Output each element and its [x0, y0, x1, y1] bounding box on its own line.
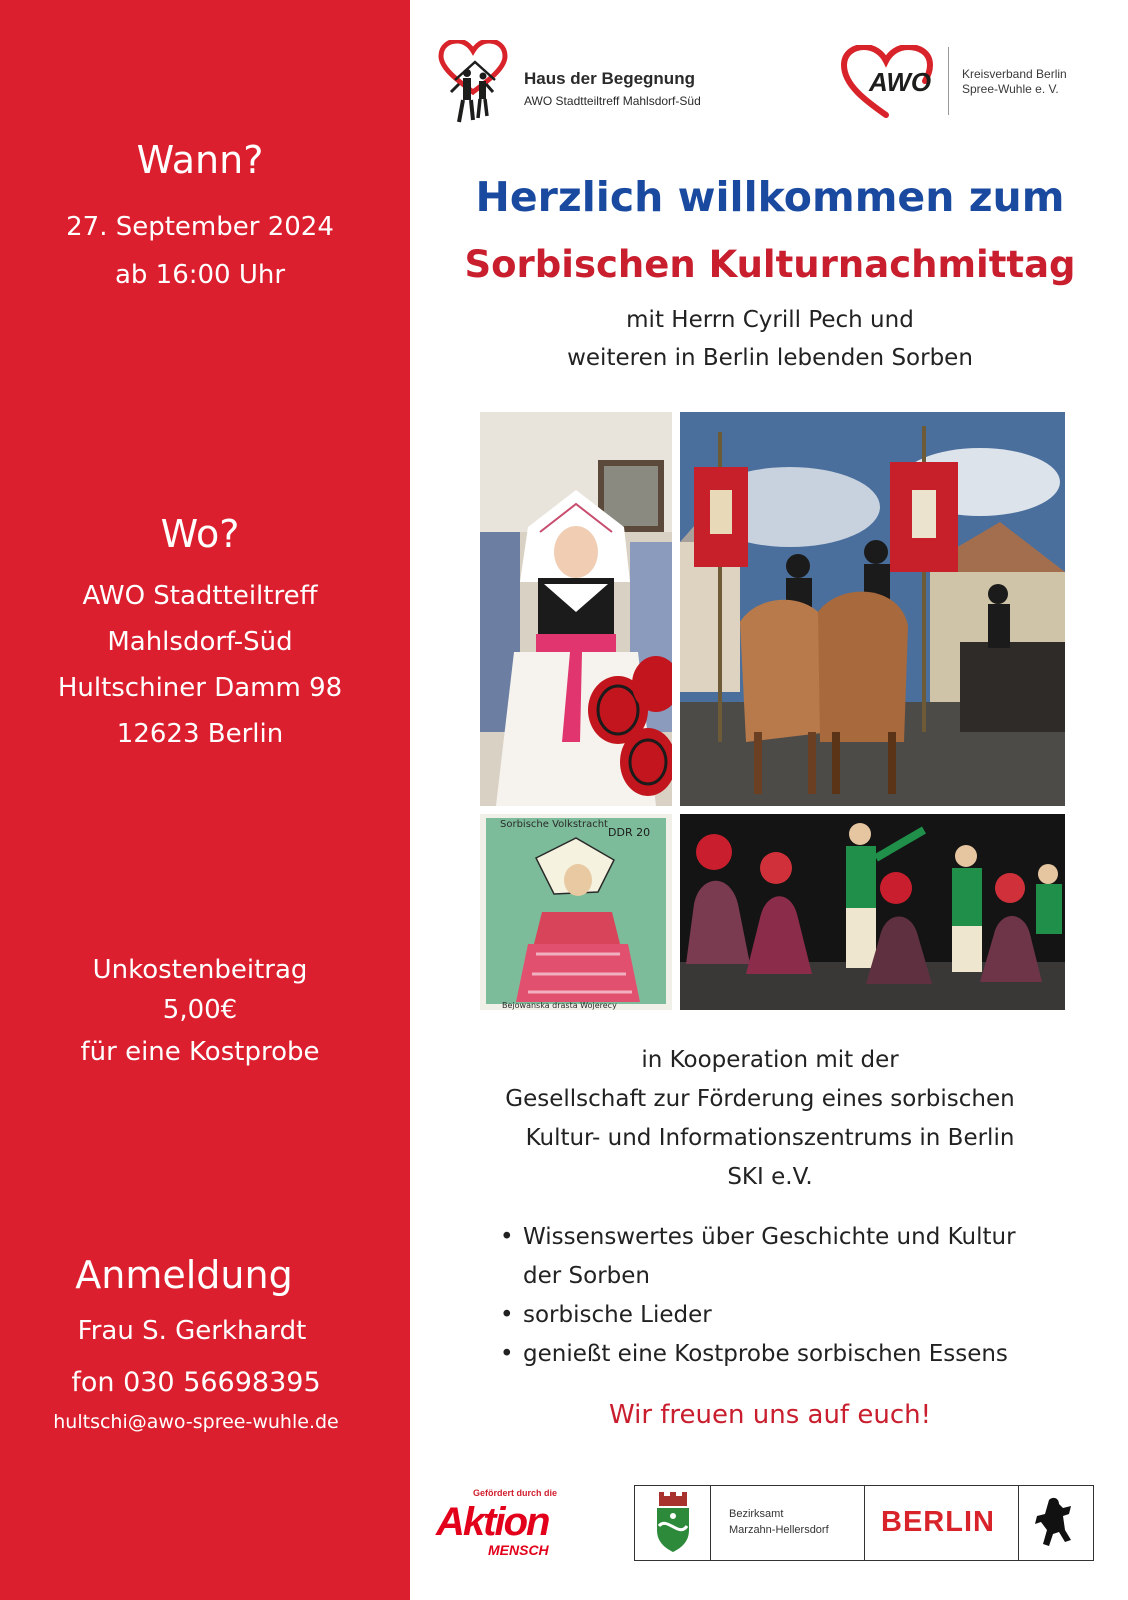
contact-phone[interactable]: fon 030 56698395 — [71, 1367, 321, 1398]
when-heading: Wann? — [136, 138, 264, 182]
program-list — [500, 1218, 1100, 1374]
registration-heading: Anmeldung — [75, 1253, 293, 1297]
list-item: • Wissenswertes über Geschichte und Kultur der Sorben — [500, 1218, 1100, 1296]
stamp-value: DDR 20 — [608, 826, 651, 839]
berlin-bear-icon — [1019, 1486, 1093, 1560]
awo-line-2: Spree-Wuhle e. V. — [962, 82, 1059, 96]
closing-line: Wir freuen uns auf euch! — [608, 1400, 932, 1430]
awo-line-1: Kreisverband Berlin — [962, 67, 1067, 81]
cooperation-line: SKI e.V. — [727, 1164, 813, 1190]
cooperation-line: Gesellschaft zur Förderung eines sorbischen — [505, 1086, 1015, 1112]
bezirksamt-text — [711, 1486, 865, 1560]
address-line: AWO Stadtteiltreff — [82, 581, 318, 611]
bezirksamt-logo-bar — [634, 1485, 1094, 1561]
photo-easter-riders — [680, 412, 1065, 806]
coat-of-arms — [635, 1486, 711, 1560]
district-shield-icon — [635, 1486, 711, 1560]
where-heading: Wo? — [160, 512, 240, 556]
awo-wordmark: AWO — [869, 67, 932, 97]
awo-logo — [840, 45, 1110, 125]
bear-cell — [1019, 1486, 1093, 1560]
bezirksamt-line-2: Marzahn-Hellersdorf — [729, 1524, 829, 1536]
sponsor-caption: Gefördert durch die — [473, 1488, 558, 1498]
aktion-mensch-logo — [436, 1484, 576, 1574]
bezirksamt-line-1: Bezirksamt — [729, 1508, 784, 1520]
bullet-icon: • — [500, 1224, 514, 1250]
photo-stamp — [480, 814, 672, 1010]
event-title: Sorbischen Kulturnachmittag — [464, 243, 1076, 286]
event-date: 27. September 2024 — [66, 212, 334, 242]
haus-der-begegnung-logo — [437, 40, 737, 140]
haus-subtitle: AWO Stadtteiltreff Mahlsdorf-Süd — [524, 94, 701, 108]
cooperation-line: Kultur- und Informationszentrums in Berlin — [525, 1125, 1015, 1151]
list-item: • sorbische Lieder — [500, 1296, 1100, 1335]
berlin-wordmark-cell — [865, 1486, 1019, 1560]
berlin-wordmark: BERLIN — [881, 1506, 995, 1538]
haus-title: Haus der Begegnung — [524, 69, 695, 88]
welcome-title: Herzlich willkommen zum — [475, 173, 1065, 221]
cost-amount: 5,00€ — [162, 995, 238, 1025]
stamp-caption: Bejowanska drasta Wojerecy — [502, 1001, 617, 1010]
logo-divider — [948, 47, 949, 115]
heart-family-icon — [437, 40, 517, 140]
photo-costume-eggs — [480, 412, 672, 806]
contact-name: Frau S. Gerkhardt — [77, 1316, 307, 1346]
aktion-wordmark: Aktion — [436, 1500, 549, 1544]
bullet-icon: • — [500, 1341, 514, 1367]
photo-dancers — [680, 814, 1065, 1010]
bullet-icon: • — [500, 1302, 514, 1328]
mensch-wordmark: MENSCH — [488, 1542, 549, 1558]
guest-line-1: mit Herrn Cyrill Pech und — [626, 307, 914, 333]
cost-label: Unkostenbeitrag — [92, 955, 308, 985]
event-time: ab 16:00 Uhr — [114, 260, 286, 290]
address-line: 12623 Berlin — [116, 719, 284, 749]
address-line: Mahlsdorf-Süd — [107, 627, 293, 657]
list-item: • genießt eine Kostprobe sorbischen Essens — [500, 1335, 1100, 1374]
contact-email[interactable]: hultschi@awo-spree-wuhle.de — [53, 1411, 339, 1433]
address-line: Hultschiner Damm 98 — [57, 673, 343, 703]
info-sidebar — [0, 0, 410, 1600]
guest-line-2: weiteren in Berlin lebenden Sorben — [567, 345, 973, 371]
cooperation-line: in Kooperation mit der — [641, 1047, 899, 1073]
stamp-top-text: Sorbische Volkstracht — [500, 819, 608, 830]
cost-note: für eine Kostprobe — [80, 1037, 320, 1067]
